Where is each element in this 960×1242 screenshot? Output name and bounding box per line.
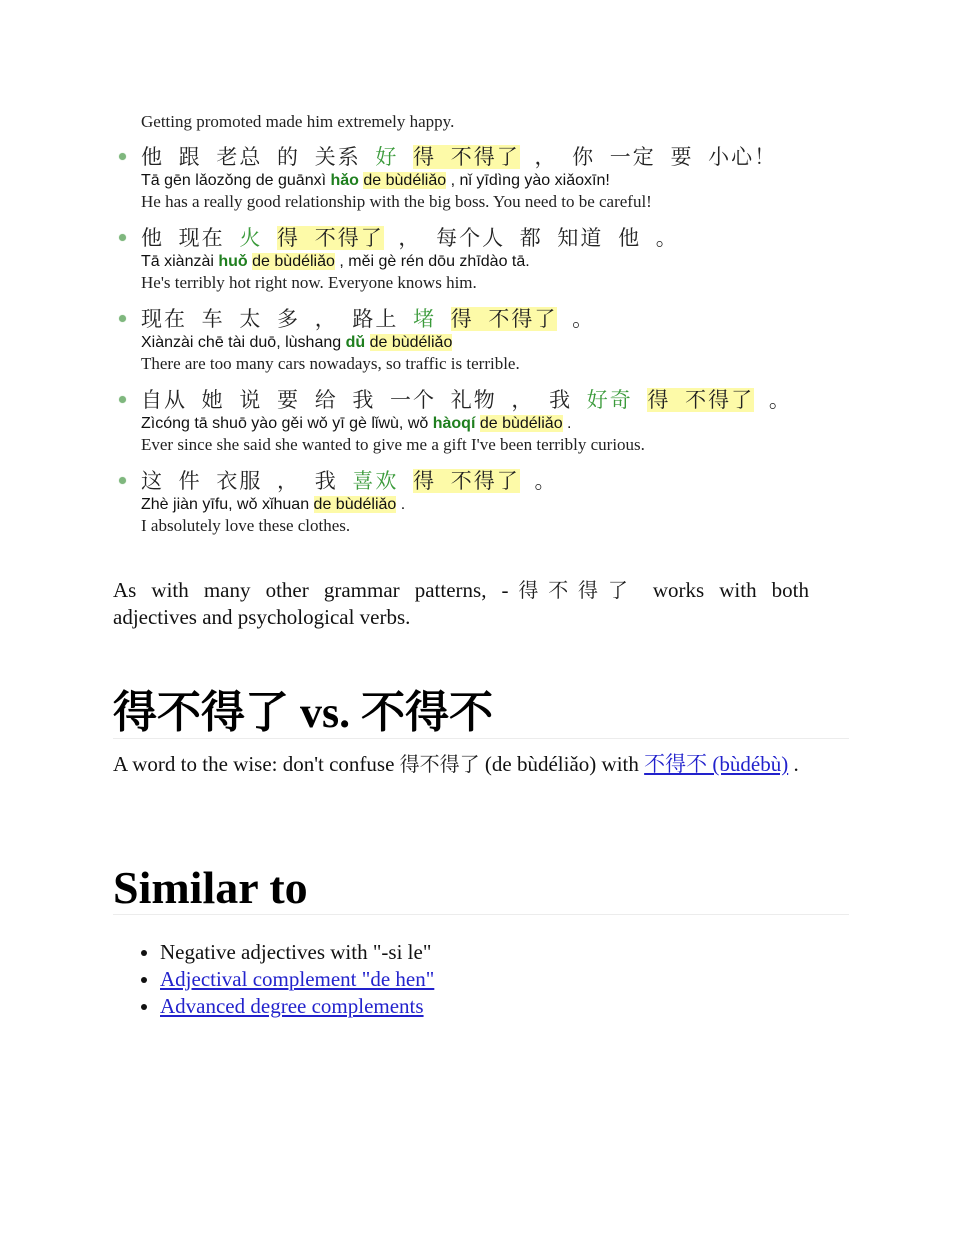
section-heading-vs: 得不得了 vs. 不得不 xyxy=(113,688,849,739)
example-translation: There are too many cars nowadays, so traffic is terrible. xyxy=(141,354,520,373)
keyword-chinese: 堵 xyxy=(413,307,437,331)
pattern-highlight-pinyin: de bùdéliǎo xyxy=(479,415,563,432)
pattern-highlight: 得 不得了 xyxy=(277,226,384,250)
vs-paragraph: A word to the wise: don't confuse 得不得了 (de bùdéliǎo) with 不得不 (bùdébù) . xyxy=(113,752,799,776)
example-translation: He has a really good relationship with the big boss. You need to be careful! xyxy=(141,192,652,211)
example-chinese: 这 件 衣服 ， 我 喜欢 得 不得了 。 xyxy=(141,469,558,493)
pattern-chinese: 得不得了 xyxy=(508,578,638,602)
similar-item: • Negative adjectives with "-si le" xyxy=(160,939,434,966)
keyword-pinyin: huǒ xyxy=(218,253,248,270)
budebu-link[interactable]: 不得不 (bùdébù) xyxy=(644,752,789,776)
example-translation: He's terribly hot right now. Everyone knows him. xyxy=(141,273,477,292)
example-pinyin: Zhè jiàn yīfu, wǒ xǐhuan de bùdéliǎo . xyxy=(141,496,406,513)
example-pinyin: Xiànzài chē tài duō, lùshang dǔ de bùdéliǎo xyxy=(141,334,453,351)
pattern-highlight: 得 不得了 xyxy=(647,388,755,412)
example-chinese: 他 跟 老总 的 关系 好 得 不得了 ， 你 一定 要 小心！ xyxy=(141,145,778,169)
example-item xyxy=(113,224,849,305)
pattern-highlight-pinyin: de bùdéliǎo xyxy=(363,172,447,189)
keyword-pinyin: hàoqí xyxy=(432,415,476,432)
example-chinese: 自从 她 说 要 给 我 一个 礼物 ， 我 好奇 得 不得了 。 xyxy=(141,388,792,412)
keyword-chinese: 火 xyxy=(239,226,263,250)
example-pinyin: Tā gēn lǎozǒng de guānxì hǎo de bùdéliǎo , nǐ yīdìng yào xiǎoxīn! xyxy=(141,172,610,189)
adjectives-paragraph: As with many other grammar patterns, -得不得了 works with both adjectives and psychological verbs. xyxy=(113,578,810,629)
pattern-highlight: 得 不得了 xyxy=(413,145,520,169)
bullet-icon xyxy=(119,234,126,241)
example-item xyxy=(113,467,849,548)
example-pinyin: Zìcóng tā shuō yào gěi wǒ yī gè lǐwù, wǒ hàoqí de bùdéliǎo . xyxy=(141,415,572,432)
section-heading-similar: Similar to xyxy=(113,862,849,915)
bullet-icon xyxy=(119,396,126,403)
similar-item xyxy=(160,993,434,1020)
pattern-highlight: 得 不得了 xyxy=(413,469,520,493)
example-translation: Ever since she said she wanted to give me a gift I've been terribly curious. xyxy=(141,435,645,454)
example-chinese: 现在 车 太 多 ， 路上 堵 得 不得了 。 xyxy=(141,307,596,331)
keyword-pinyin: hǎo xyxy=(330,172,359,189)
keyword-pinyin: dǔ xyxy=(345,334,366,351)
example-item xyxy=(113,143,849,224)
example-translation: I absolutely love these clothes. xyxy=(141,516,351,535)
bullet-icon xyxy=(119,153,126,160)
example-translation: Getting promoted made him extremely happy. xyxy=(141,112,455,131)
bullet-icon xyxy=(119,477,126,484)
pattern-highlight-pinyin: de bùdéliǎo xyxy=(369,334,453,351)
adjectival-complement-link[interactable]: Adjectival complement "de hen" xyxy=(160,967,435,991)
example-pinyin: Tā xiànzài huǒ de bùdéliǎo , měi gè rén dōu zhīdào tā. xyxy=(141,253,530,270)
keyword-chinese: 好奇 xyxy=(586,388,633,412)
example-item xyxy=(113,386,849,467)
example-item xyxy=(113,305,849,386)
keyword-chinese: 喜欢 xyxy=(352,469,399,493)
similar-list xyxy=(113,939,434,1020)
advanced-degree-complements-link[interactable]: Advanced degree complements xyxy=(160,994,424,1018)
pattern-highlight-pinyin: de bùdéliǎo xyxy=(313,496,397,513)
example-list xyxy=(113,143,849,548)
example-chinese: 他 现在 火 得 不得了 ， 每个人 都 知道 他 。 xyxy=(141,226,679,250)
bullet-icon xyxy=(119,315,126,322)
pattern-highlight: 得 不得了 xyxy=(450,307,558,331)
similar-item xyxy=(160,966,434,993)
pattern-highlight-pinyin: de bùdéliǎo xyxy=(252,253,335,270)
keyword-chinese: 好 xyxy=(375,145,399,169)
